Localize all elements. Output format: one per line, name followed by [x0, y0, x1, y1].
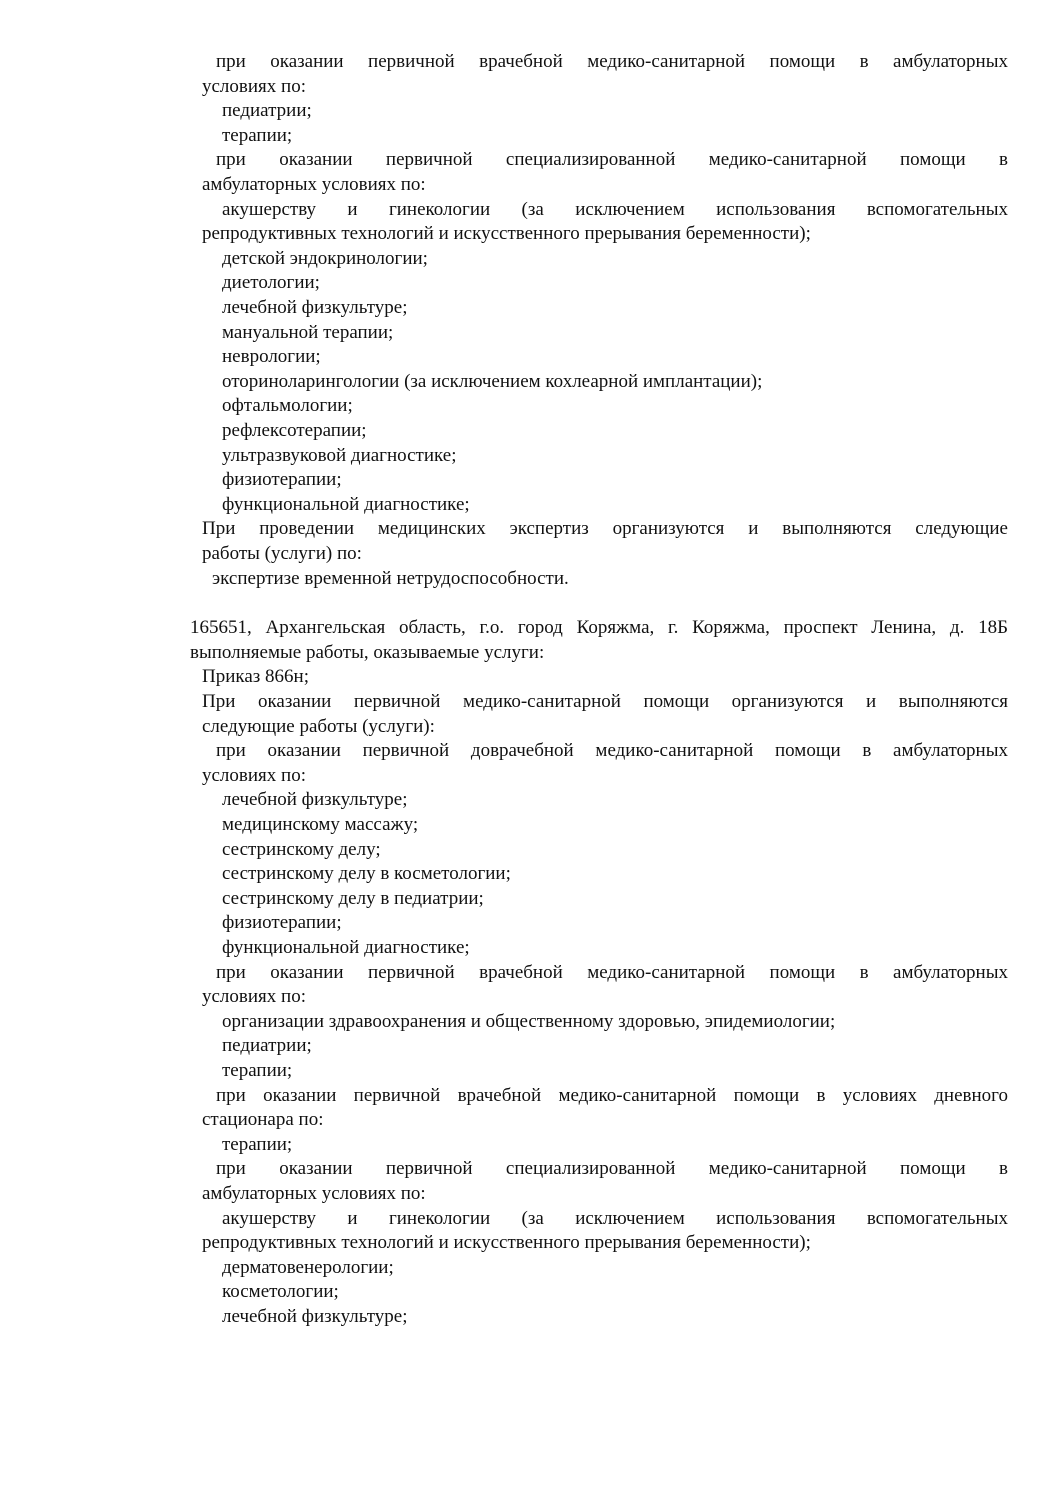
text-line: педиатрии; [222, 100, 312, 122]
text-line: при оказании первичной врачебной медико-санитарной помощи в условиях дневного [216, 1084, 1008, 1106]
text-line: При проведении медицинских экспертиз организуются и выполняются следующие [202, 518, 1008, 540]
text-line: работы (услуги) по: [202, 543, 362, 564]
text-line: экспертизе временной нетрудоспособности. [212, 567, 569, 589]
text-line: репродуктивных технологий и искусственного прерывания беременности); [202, 223, 811, 245]
text-line: при оказании первичной доврачебной медико-санитарной помощи в амбулаторных [216, 740, 1008, 762]
text-line: сестринскому делу в косметологии; [222, 863, 511, 885]
text-line: детской эндокринологии; [222, 247, 428, 269]
text-line: офтальмологии; [222, 395, 353, 417]
text-line: следующие работы (услуги): [202, 715, 435, 737]
text-line: мануальной терапии; [222, 321, 394, 343]
text-line: 165651, Архангельская область, г.о. город Коряжма, г. Коряжма, проспект Ленина, д. 18Б [190, 617, 1008, 639]
text-line: функциональной диагностике; [222, 937, 470, 958]
text-line: выполняемые работы, оказываемые услуги: [190, 641, 545, 663]
text-line: диетологии; [222, 272, 320, 294]
text-line: при оказании первичной специализированной медико-санитарной помощи в [216, 1158, 1008, 1180]
text-line: терапии; [222, 124, 293, 146]
text-line: терапии; [222, 1133, 293, 1155]
text-line: медицинскому массажу; [222, 814, 419, 835]
text-line: условиях по: [202, 986, 306, 1008]
text-line: неврологии; [222, 346, 321, 368]
text-line: педиатрии; [222, 1035, 312, 1057]
text-line: оториноларингологии (за исключением кохлеарной имплантации); [222, 370, 763, 392]
text-line: физиотерапии; [222, 912, 342, 934]
text-line: акушерству и гинекологии (за исключением использования вспомогательных [222, 1207, 1008, 1229]
text-line: лечебной физкультуре; [222, 789, 408, 811]
text-line: дерматовенерологии; [222, 1256, 394, 1278]
text-line: при оказании первичной врачебной медико-санитарной помощи в амбулаторных [216, 51, 1008, 72]
text-line: ультразвуковой диагностике; [222, 444, 457, 466]
text-line: сестринскому делу; [222, 838, 381, 860]
text-line: Приказ 866н; [202, 666, 309, 688]
text-line: акушерству и гинекологии (за исключением использования вспомогательных [222, 198, 1008, 220]
text-line: функциональной диагностике; [222, 493, 470, 515]
text-line: При оказании первичной медико-санитарной помощи организуются и выполняются [202, 691, 1008, 712]
text-line: репродуктивных технологий и искусственного прерывания беременности); [202, 1232, 811, 1254]
text-line: стационара по: [202, 1109, 324, 1131]
text-line: косметологии; [222, 1281, 339, 1303]
text-line: сестринскому делу в педиатрии; [222, 887, 484, 909]
text-line: организации здравоохранения и общественному здоровью, эпидемиологии; [222, 1010, 836, 1032]
text-line: амбулаторных условиях по: [202, 174, 426, 195]
text-line: при оказании первичной специализированной медико-санитарной помощи в [216, 149, 1008, 171]
text-line: условиях по: [202, 75, 306, 97]
text-line: при оказании первичной врачебной медико-санитарной помощи в амбулаторных [216, 961, 1008, 983]
text-line: лечебной физкультуре; [222, 297, 408, 318]
text-line: амбулаторных условиях по: [202, 1183, 426, 1204]
text-line: терапии; [222, 1060, 293, 1081]
text-line: условиях по: [202, 764, 306, 786]
text-line: лечебной физкультуре; [222, 1306, 408, 1327]
text-line: рефлексотерапии; [222, 420, 367, 441]
text-line: физиотерапии; [222, 469, 342, 491]
